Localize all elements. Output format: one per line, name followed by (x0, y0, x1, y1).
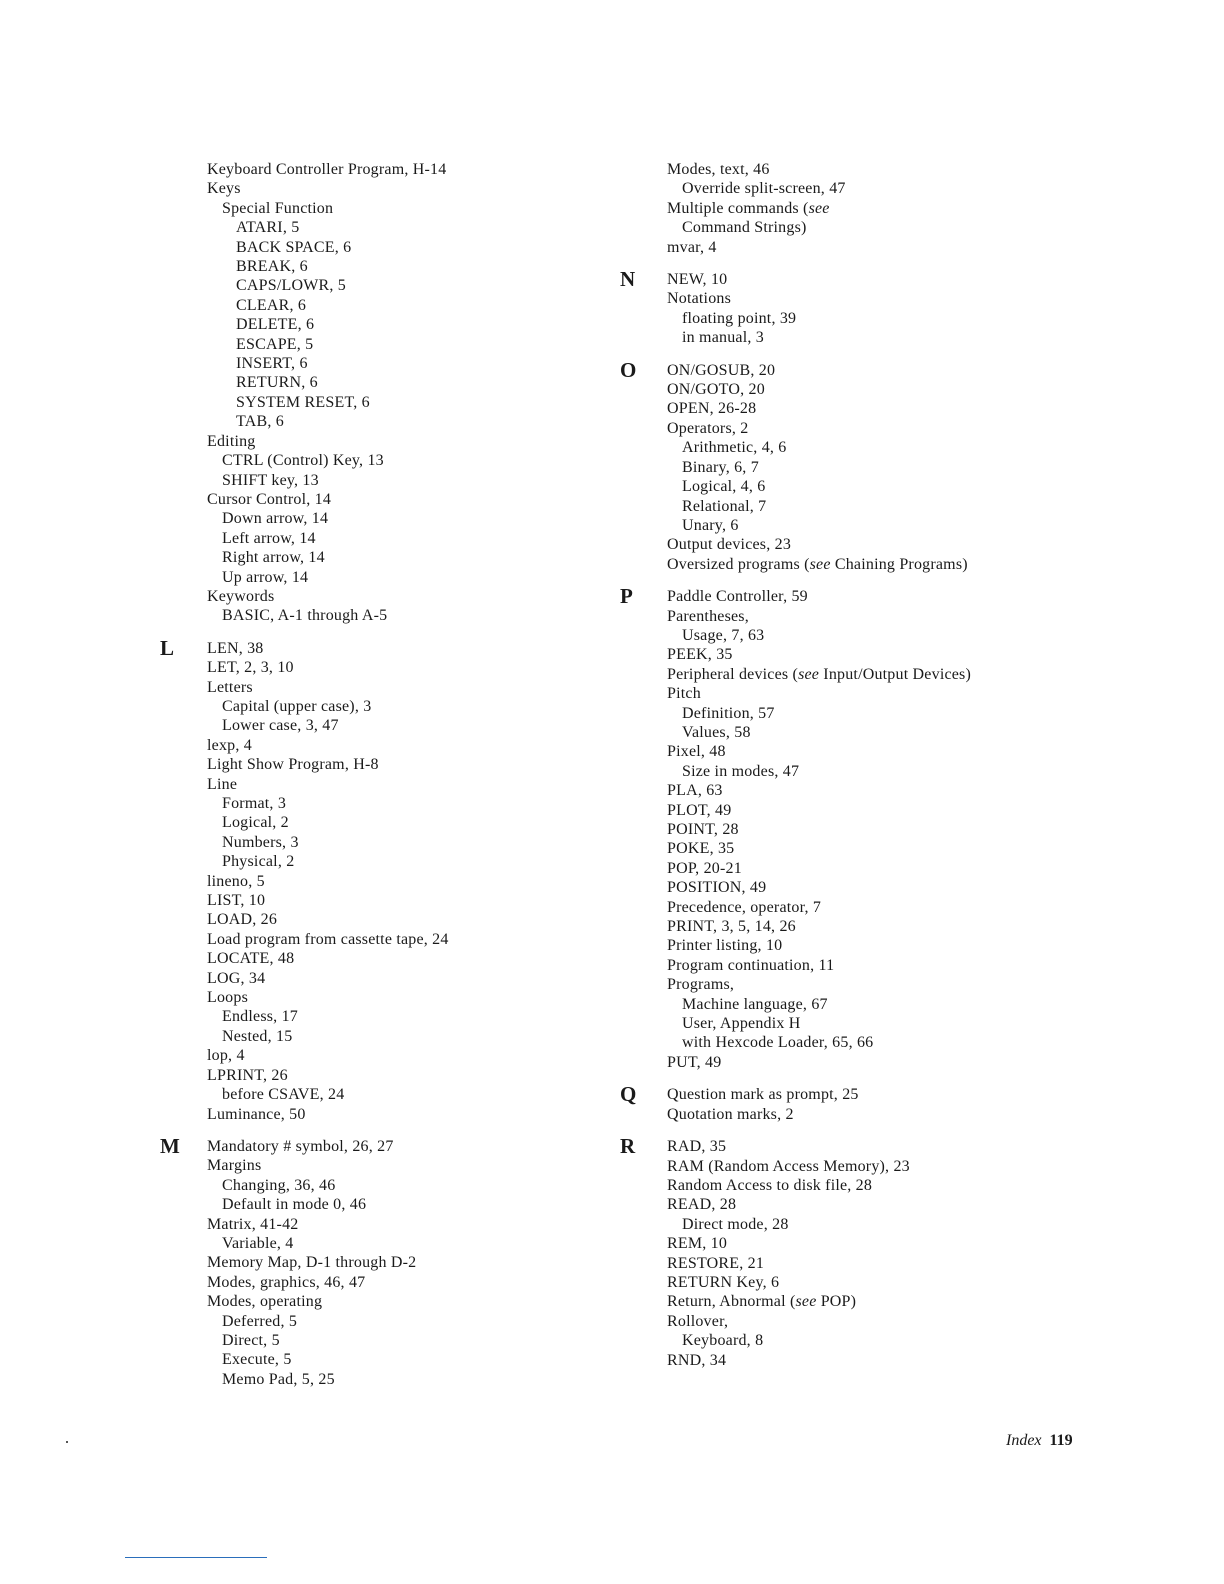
index-entry (207, 412, 600, 431)
index-entry (207, 509, 600, 528)
index-entry (667, 289, 1080, 308)
index-entry (207, 1312, 600, 1331)
entry-text: Random Access to disk file, 28 (667, 1176, 873, 1194)
entry-text: DELETE, 6 (236, 316, 315, 334)
entry-text: CTRL (Control) Key, 13 (222, 452, 384, 470)
index-entry (667, 704, 1080, 723)
section-letter: P (620, 584, 633, 609)
entry-text: POKE, 35 (667, 840, 735, 858)
index-entry (207, 276, 600, 295)
entry-text: Logical, 4, 6 (682, 478, 766, 496)
index-entry (207, 1085, 600, 1104)
entry-text: User, Appendix H (682, 1015, 801, 1033)
index-entry (667, 762, 1080, 781)
entry-text: TAB, 6 (236, 413, 284, 431)
index-entry (207, 755, 600, 774)
index-entry (667, 684, 1080, 703)
index-entry (667, 1085, 1080, 1104)
entry-text: Definition, 57 (682, 704, 775, 722)
entry-text: RETURN Key, 6 (667, 1273, 780, 1291)
entry-text: Editing (207, 432, 256, 450)
index-entry (207, 988, 600, 1007)
entry-text: Capital (upper case), 3 (222, 697, 372, 715)
index-entry (207, 1007, 600, 1026)
entry-text: LOCATE, 48 (207, 950, 295, 968)
entry-text: Default in mode 0, 46 (222, 1196, 367, 1214)
index-column-right (620, 160, 1080, 1383)
entry-text: PLOT, 49 (667, 801, 732, 819)
index-entry (667, 587, 1080, 606)
index-entry (667, 328, 1080, 347)
index-entry (207, 393, 600, 412)
entry-text: LOG, 34 (207, 969, 266, 987)
index-entry (207, 813, 600, 832)
entry-text: LIST, 10 (207, 892, 266, 910)
index-entry (207, 238, 600, 257)
index-section-n (620, 267, 1080, 348)
index-entry (667, 270, 1080, 289)
index-entry (667, 898, 1080, 917)
index-entry (667, 1215, 1080, 1234)
index-entry (667, 995, 1080, 1014)
index-entry (667, 801, 1080, 820)
entry-text: mvar, 4 (667, 238, 717, 256)
index-entry (667, 1273, 1080, 1292)
entry-text: with Hexcode Loader, 65, 66 (682, 1034, 874, 1052)
index-entry (667, 645, 1080, 664)
index-entry (207, 1253, 600, 1272)
index-entry (667, 917, 1080, 936)
index-entry (667, 1292, 1080, 1311)
index-entry (667, 626, 1080, 645)
entry-text: PEEK, 35 (667, 646, 733, 664)
entry-text: Margins (207, 1157, 262, 1175)
index-entry (667, 665, 1080, 684)
index-column-left (160, 160, 600, 1402)
entry-text: lop, 4 (207, 1047, 245, 1065)
entry-text: Programs, (667, 976, 735, 994)
section-letter: N (620, 267, 636, 292)
index-entry (667, 497, 1080, 516)
index-section-o (620, 357, 1080, 574)
index-entry (667, 555, 1080, 574)
index-entry (667, 975, 1080, 994)
entry-text: Letters (207, 678, 253, 696)
index-entry (207, 697, 600, 716)
index-entry (667, 1176, 1080, 1195)
entry-text: Keyboard, 8 (682, 1332, 764, 1350)
entry-text: Keywords (207, 587, 275, 605)
entry-text: Multiple commands ( (667, 199, 809, 217)
entry-text: RESTORE, 21 (667, 1254, 765, 1272)
index-entry (207, 1137, 600, 1156)
index-entry (207, 1292, 600, 1311)
entry-text: Keys (207, 180, 241, 198)
entry-text: Lower case, 3, 47 (222, 717, 339, 735)
index-entry (207, 736, 600, 755)
index-entry (207, 1066, 600, 1085)
entry-text: NEW, 10 (667, 271, 728, 289)
index-entry (207, 794, 600, 813)
index-entry (207, 1370, 600, 1389)
entry-text: Direct, 5 (222, 1331, 280, 1349)
page-number: 119 (1049, 1432, 1073, 1449)
page-footer (1006, 1432, 1073, 1450)
index-entry (667, 723, 1080, 742)
entry-text: Loops (207, 989, 248, 1007)
section-letter: O (620, 357, 637, 382)
index-entry (207, 775, 600, 794)
entry-text: Relational, 7 (682, 497, 767, 515)
entry-text: Override split-screen, 47 (682, 180, 846, 198)
entry-text: SHIFT key, 13 (222, 471, 319, 489)
index-entry (667, 1312, 1080, 1331)
index-entry (207, 1195, 600, 1214)
index-entry (667, 820, 1080, 839)
entry-text: Size in modes, 47 (682, 762, 800, 780)
index-entry (207, 1273, 600, 1292)
entry-text: before CSAVE, 24 (222, 1086, 345, 1104)
index-entry (207, 471, 600, 490)
entry-text-after: Input/Output Devices) (819, 665, 972, 683)
entry-text: Binary, 6, 7 (682, 458, 759, 476)
index-entry (207, 872, 600, 891)
entry-text: BACK SPACE, 6 (236, 238, 352, 256)
entry-text: Pitch (667, 685, 701, 703)
index-entry (207, 930, 600, 949)
entry-text: Values, 58 (682, 723, 751, 741)
index-entry (667, 1331, 1080, 1350)
entry-text: ON/GOTO, 20 (667, 381, 765, 399)
entry-text: ESCAPE, 5 (236, 335, 314, 353)
entry-text: POP, 20-21 (667, 859, 742, 877)
see-reference: see (795, 1293, 817, 1311)
entry-text: Pixel, 48 (667, 743, 726, 761)
see-reference: see (808, 199, 830, 217)
entry-text: RAM (Random Access Memory), 23 (667, 1157, 910, 1175)
index-entry (667, 878, 1080, 897)
index-entry (667, 419, 1080, 438)
index-entry (207, 179, 600, 198)
index-entry (667, 516, 1080, 535)
entry-text: POSITION, 49 (667, 879, 767, 897)
entry-text: BREAK, 6 (236, 258, 308, 276)
index-section-continued (620, 160, 1080, 257)
entry-text: Deferred, 5 (222, 1312, 298, 1330)
index-entry (207, 716, 600, 735)
index-entry (207, 1331, 600, 1350)
index-entry (667, 399, 1080, 418)
entry-text: OPEN, 26-28 (667, 400, 757, 418)
index-entry (667, 179, 1080, 198)
entry-text: Light Show Program, H-8 (207, 756, 379, 774)
index-entry (667, 1105, 1080, 1124)
index-entry (207, 1350, 600, 1369)
index-entry (667, 535, 1080, 554)
footer-label: Index (1006, 1432, 1042, 1449)
entry-text: Mandatory # symbol, 26, 27 (207, 1137, 394, 1155)
index-entry (207, 1176, 600, 1195)
index-entry (207, 949, 600, 968)
entry-text: Numbers, 3 (222, 833, 299, 851)
entry-text: RAD, 35 (667, 1138, 727, 1156)
entry-text: floating point, 39 (682, 309, 797, 327)
entry-text: LET, 2, 3, 10 (207, 659, 294, 677)
entry-text: INSERT, 6 (236, 355, 308, 373)
entry-text: lexp, 4 (207, 736, 252, 754)
entry-text: Machine language, 67 (682, 995, 828, 1013)
index-entry (207, 969, 600, 988)
index-entry (207, 568, 600, 587)
entry-text-after: Chaining Programs) (830, 555, 968, 573)
entry-text: Keyboard Controller Program, H-14 (207, 161, 447, 178)
entry-text: POINT, 28 (667, 821, 739, 838)
entry-text: lineno, 5 (207, 872, 265, 890)
entry-text: Command Strings) (682, 219, 807, 237)
entry-text: Modes, text, 46 (667, 161, 770, 178)
index-entry (667, 839, 1080, 858)
index-section-p (620, 584, 1080, 1072)
index-entry (207, 1105, 600, 1124)
entry-text: Load program from cassette tape, 24 (207, 930, 449, 948)
entry-text: Return, Abnormal ( (667, 1293, 796, 1311)
index-entry (667, 361, 1080, 380)
index-entry (207, 587, 600, 606)
see-reference: see (798, 665, 820, 683)
entry-text: Program continuation, 11 (667, 956, 835, 974)
entry-text: LEN, 38 (207, 639, 264, 657)
entry-text: Line (207, 775, 238, 793)
index-entry (667, 380, 1080, 399)
entry-text: Right arrow, 14 (222, 549, 325, 567)
index-entry (667, 1014, 1080, 1033)
entry-text: PRINT, 3, 5, 14, 26 (667, 918, 796, 936)
index-entry (207, 257, 600, 276)
index-entry (667, 438, 1080, 457)
index-entry (667, 218, 1080, 237)
index-section-l (160, 635, 600, 1124)
entry-text: Execute, 5 (222, 1351, 292, 1369)
entry-text: Modes, operating (207, 1293, 323, 1311)
index-entry (667, 956, 1080, 975)
index-entry (207, 852, 600, 871)
index-entry (667, 309, 1080, 328)
entry-text: LPRINT, 26 (207, 1066, 288, 1084)
entry-text-after: POP) (816, 1293, 857, 1311)
index-entry (667, 1254, 1080, 1273)
entry-text: in manual, 3 (682, 329, 764, 347)
index-entry (667, 859, 1080, 878)
entry-text: Up arrow, 14 (222, 568, 309, 586)
index-entry (207, 218, 600, 237)
index-entry (667, 607, 1080, 626)
see-reference: see (809, 555, 831, 573)
index-section-m (160, 1133, 600, 1389)
entry-text: Nested, 15 (222, 1027, 293, 1045)
entry-text: Direct mode, 28 (682, 1215, 789, 1233)
index-entry (207, 1156, 600, 1175)
index-entry (667, 1351, 1080, 1370)
index-entry (207, 639, 600, 658)
entry-text: ATARI, 5 (236, 219, 300, 237)
entry-text: Printer listing, 10 (667, 937, 783, 955)
index-entry (207, 548, 600, 567)
index-section-continued (160, 160, 600, 626)
index-entry (207, 1234, 600, 1253)
entry-text: Notations (667, 290, 732, 308)
footnote-rule (125, 1557, 267, 1558)
entry-text: Endless, 17 (222, 1008, 298, 1026)
entry-text: Memory Map, D-1 through D-2 (207, 1254, 417, 1272)
entry-text: Left arrow, 14 (222, 529, 316, 547)
entry-text: Unary, 6 (682, 516, 739, 534)
index-entry (207, 199, 600, 218)
entry-text: CLEAR, 6 (236, 296, 307, 314)
section-letter: L (160, 635, 175, 660)
index-entry (207, 1046, 600, 1065)
entry-text: Cursor Control, 14 (207, 490, 332, 508)
index-entry (667, 1195, 1080, 1214)
entry-text: Format, 3 (222, 795, 287, 812)
entry-text: READ, 28 (667, 1196, 737, 1214)
index-entry (207, 658, 600, 677)
entry-text: Precedence, operator, 7 (667, 898, 822, 916)
entry-text: Rollover, (667, 1312, 729, 1330)
entry-text: PUT, 49 (667, 1053, 722, 1071)
entry-text: ON/GOSUB, 20 (667, 361, 776, 379)
index-entry (207, 1215, 600, 1234)
index-entry (667, 936, 1080, 955)
entry-text: Variable, 4 (222, 1234, 294, 1252)
entry-text: CAPS/LOWR, 5 (236, 277, 346, 295)
index-entry (207, 910, 600, 929)
entry-text: Modes, graphics, 46, 47 (207, 1273, 366, 1291)
entry-text: Output devices, 23 (667, 536, 792, 554)
entry-text: RND, 34 (667, 1351, 727, 1369)
entry-text: Memo Pad, 5, 25 (222, 1370, 335, 1388)
entry-text: Down arrow, 14 (222, 510, 329, 528)
entry-text: Peripheral devices ( (667, 665, 799, 683)
index-entry (667, 781, 1080, 800)
index-entry (207, 432, 600, 451)
entry-text: Changing, 36, 46 (222, 1176, 336, 1194)
index-entry (207, 296, 600, 315)
entry-text: REM, 10 (667, 1235, 728, 1253)
entry-text: Operators, 2 (667, 419, 749, 437)
entry-text: Arithmetic, 4, 6 (682, 439, 787, 457)
entry-text: Quotation marks, 2 (667, 1105, 794, 1123)
index-entry (667, 238, 1080, 257)
index-entry (207, 335, 600, 354)
entry-text: Parentheses, (667, 607, 749, 625)
entry-text: BASIC, A-1 through A-5 (222, 607, 388, 625)
section-letter: Q (620, 1082, 637, 1107)
index-section-q (620, 1082, 1080, 1124)
entry-text: Paddle Controller, 59 (667, 588, 808, 606)
index-entry (667, 1033, 1080, 1052)
entry-text: PLA, 63 (667, 782, 723, 800)
index-section-r (620, 1134, 1080, 1370)
entry-text: Matrix, 41-42 (207, 1215, 299, 1233)
index-entry (207, 354, 600, 373)
entry-text: Physical, 2 (222, 853, 295, 871)
index-entry (207, 315, 600, 334)
index-entry (667, 1137, 1080, 1156)
entry-text: RETURN, 6 (236, 374, 318, 392)
index-entry (667, 160, 1080, 179)
entry-text: SYSTEM RESET, 6 (236, 393, 370, 411)
section-letter: M (160, 1133, 180, 1158)
entry-text: Logical, 2 (222, 814, 289, 832)
index-entry (667, 1157, 1080, 1176)
index-entry (207, 1027, 600, 1046)
entry-text: Oversized programs ( (667, 555, 810, 573)
index-entry (207, 529, 600, 548)
index-entry (207, 490, 600, 509)
index-entry (207, 160, 600, 179)
entry-text: Special Function (222, 199, 334, 217)
index-entry (207, 451, 600, 470)
index-entry (667, 742, 1080, 761)
index-entry (667, 1053, 1080, 1072)
entry-text: Luminance, 50 (207, 1105, 306, 1123)
index-entry (207, 678, 600, 697)
index-entry (207, 833, 600, 852)
entry-text: Question mark as prompt, 25 (667, 1086, 859, 1104)
index-entry (667, 477, 1080, 496)
index-entry (667, 458, 1080, 477)
index-entry (667, 1234, 1080, 1253)
entry-text: Usage, 7, 63 (682, 626, 765, 644)
entry-text: LOAD, 26 (207, 911, 278, 929)
section-letter: R (620, 1134, 636, 1159)
margin-mark (66, 1441, 68, 1443)
index-entry (207, 891, 600, 910)
index-entry (207, 606, 600, 625)
index-entry (207, 373, 600, 392)
index-entry (667, 199, 1080, 218)
